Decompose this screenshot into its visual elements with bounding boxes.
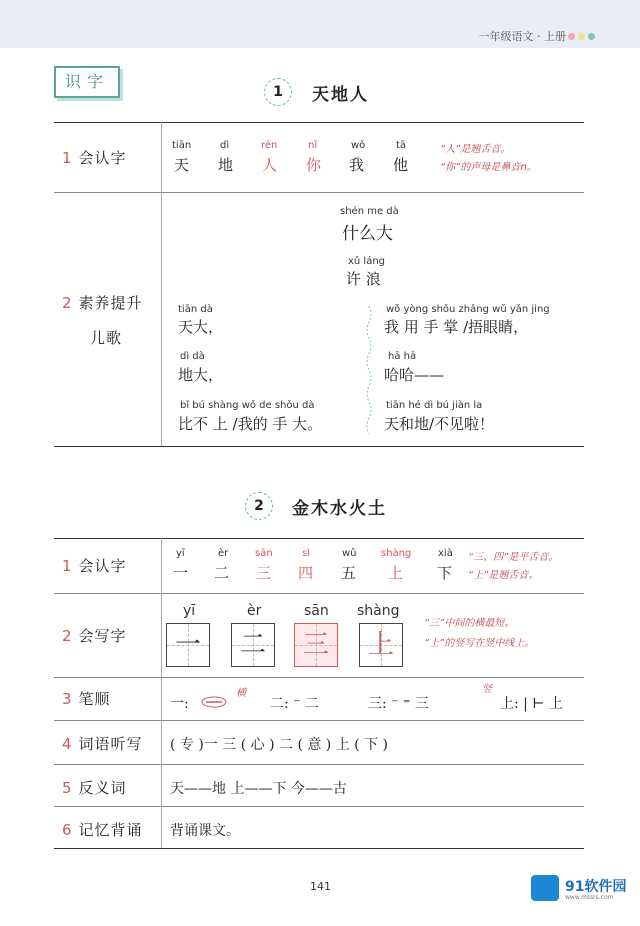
row-label-antonyms: 5 反义词 (62, 779, 127, 797)
watermark-logo (531, 875, 559, 901)
color-dot (588, 33, 595, 40)
row-label-dictation: 4 词语听写 (62, 735, 143, 753)
hanzi: 人 (262, 156, 278, 174)
writing-grid (359, 623, 403, 667)
poem-author: 许 浪 (346, 270, 381, 288)
pinyin: rén (261, 140, 278, 151)
page-number: 141 (310, 880, 331, 893)
row-divider (54, 720, 584, 721)
watermark-url: www.mssrs.com (565, 894, 614, 901)
hanzi: 天 (174, 156, 190, 174)
pinyin: yī (183, 603, 196, 619)
annotation-note: “人”是翘舌音。 (440, 144, 511, 155)
stroke-sequence: 上: | ⊢ 上 (500, 696, 563, 712)
writing-grid (231, 623, 275, 667)
hanzi: 四 (298, 564, 314, 582)
poem-line: 我 用 手 掌 /捂眼睛， (384, 318, 529, 336)
hanzi: 二 (214, 564, 230, 582)
pinyin: dì (220, 140, 230, 151)
pinyin: sān (255, 548, 273, 559)
table-border (54, 446, 584, 447)
pinyin: tiān (172, 140, 192, 151)
poem-title-pinyin: shén me dà (340, 206, 399, 217)
poem-line-pinyin: wǒ yòng shǒu zhǎng wǔ yǎn jing (386, 304, 550, 315)
annotation-note: “三、四”是平舌音。 (468, 552, 559, 563)
row-label-recognize: 1 会认字 (62, 149, 127, 167)
annotation-note: “三”中间的横最短。 (424, 618, 515, 629)
annotation-note: “上”是翘舌音。 (468, 570, 539, 581)
stroke-note: 横 (236, 688, 246, 699)
pinyin: sì (302, 548, 310, 559)
hanzi: 我 (349, 156, 365, 174)
pinyin: nǐ (308, 140, 318, 151)
row-divider (54, 192, 584, 193)
stroke-sequence: 二: ⁻ 二 (270, 696, 320, 712)
poem-line-pinyin: bǐ bú shàng wǒ de shǒu dà (180, 400, 315, 411)
dictation-content: ( 专 )一 三 ( 心 ) 二 ( 意 ) 上 ( 下 ) (170, 737, 388, 753)
hanzi: 上 (367, 630, 394, 660)
hanzi: 三 (302, 630, 329, 660)
lesson-number: 1 (264, 78, 292, 106)
lesson-number: 2 (245, 492, 273, 520)
watermark: 91软件园 (565, 879, 627, 895)
pinyin: xià (438, 548, 453, 559)
hanzi: 一 (173, 564, 189, 582)
row-divider (54, 593, 584, 594)
stroke-mark (200, 690, 230, 710)
row-label-literacy: 2 素养提升 (62, 294, 143, 312)
stroke-note: 竖 (482, 684, 492, 695)
section-tag: 识字 (54, 66, 120, 98)
poem-line-pinyin: dì dà (180, 351, 205, 362)
row-divider (54, 677, 584, 678)
hanzi: 你 (306, 156, 322, 174)
poem-line-pinyin: hā hā (388, 351, 417, 362)
pinyin: shàng (357, 603, 400, 619)
row-sublabel: 儿歌 (90, 329, 123, 347)
table-border (54, 122, 584, 123)
lesson-title: 金木水火土 (292, 499, 387, 519)
pinyin: wǒ (351, 140, 366, 151)
pinyin: shàng (381, 548, 412, 559)
antonyms-content: 天——地 上——下 今——古 (170, 781, 347, 797)
column-divider (161, 122, 162, 446)
hanzi: 三 (256, 564, 272, 582)
row-label-recognize: 1 会认字 (62, 557, 127, 575)
color-dot (578, 33, 585, 40)
column-divider (161, 538, 162, 848)
annotation-note: “你”的声母是鼻音n。 (440, 162, 537, 173)
poem-line: 哈哈—— (384, 366, 445, 384)
poem-title: 什么大 (342, 224, 393, 244)
poem-line-pinyin: tiān dà (178, 304, 213, 315)
pinyin: èr (247, 603, 262, 619)
poem-divider (364, 306, 374, 434)
hanzi: 二 (239, 630, 266, 660)
hanzi: 一 (174, 630, 201, 660)
pinyin: èr (218, 548, 229, 559)
recite-content: 背诵课文。 (170, 823, 240, 839)
writing-grid (294, 623, 338, 667)
row-divider (54, 806, 584, 807)
poem-line: 比不 上 /我的 手 大。 (178, 415, 323, 433)
pinyin: yī (176, 548, 185, 559)
pinyin: sān (304, 603, 329, 619)
row-label-stroke-order: 3 笔顺 (62, 690, 111, 708)
hanzi: 五 (341, 564, 357, 582)
table-border (54, 848, 584, 849)
writing-grid (166, 623, 210, 667)
poem-author-pinyin: xǔ láng (348, 256, 386, 267)
pinyin: wǔ (342, 548, 357, 559)
hanzi: 上 (388, 564, 404, 582)
poem-line-pinyin: tiān hé dì bú jiàn la (386, 400, 483, 411)
pinyin: tā (396, 140, 407, 151)
annotation-note: “上”的竖写在竖中线上。 (424, 638, 535, 649)
poem-line: 天大， (178, 318, 224, 336)
row-divider (54, 764, 584, 765)
book-title: 一年级语文 · 上册 (478, 30, 566, 43)
hanzi: 地 (218, 156, 234, 174)
stroke-sequence: 三: ⁻ ⁼ 三 (368, 696, 429, 712)
hanzi: 他 (393, 156, 409, 174)
poem-line: 地大， (178, 366, 224, 384)
hanzi: 下 (437, 564, 453, 582)
lesson-title: 天地人 (312, 85, 369, 105)
table-border (54, 538, 584, 539)
poem-line: 天和地/不见啦！ (384, 415, 495, 433)
row-label-recite: 6 记忆背诵 (62, 821, 143, 839)
stroke-sequence: 一: (170, 696, 189, 712)
color-dot (568, 33, 575, 40)
row-label-write: 2 会写字 (62, 627, 127, 645)
